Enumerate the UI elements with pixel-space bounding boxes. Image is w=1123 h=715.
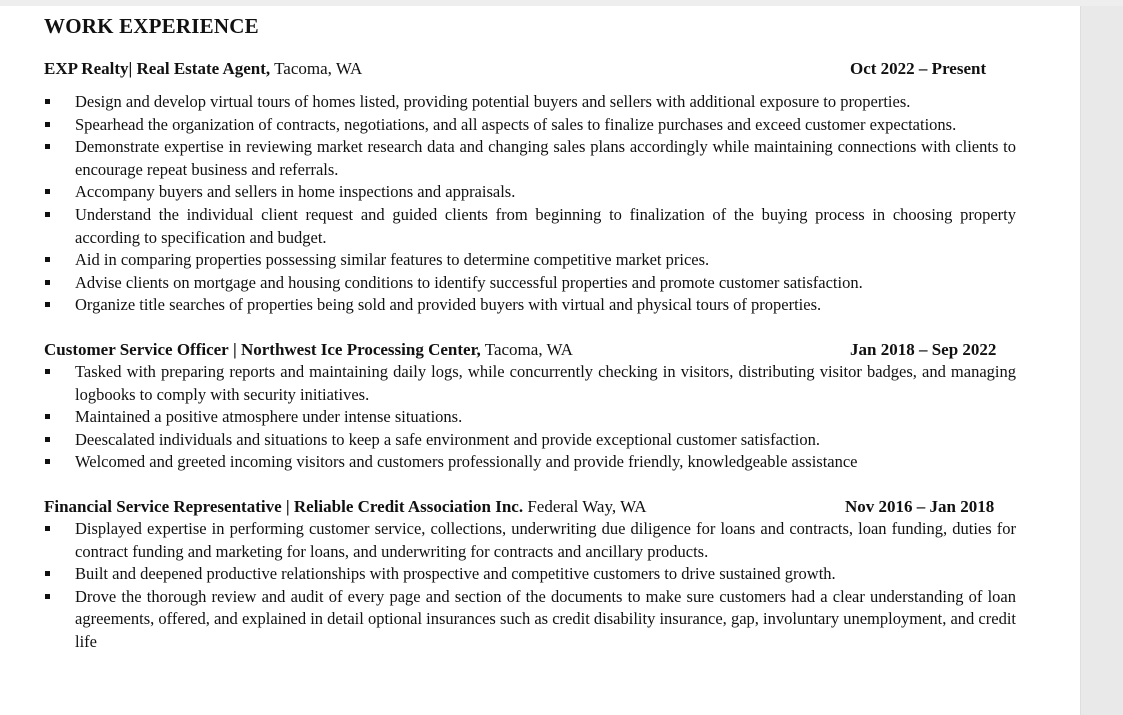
bullet-square-icon: [45, 280, 50, 285]
bullet-text: Displayed expertise in performing customer service, collections, underwriting due diligence for loans and contracts, loan funding, duties for contract funding and marketing for loans, and underwriting for contracts and ancillary products.: [75, 518, 1016, 561]
bullet-square-icon: [45, 257, 50, 262]
bullet-item: [44, 204, 1016, 249]
bullet-text: Spearhead the organization of contracts, negotiations, and all aspects of sales to finalize purchases and exceed customer expectations.: [75, 114, 957, 134]
job-separator: |: [128, 59, 133, 78]
job-location: Federal Way, WA: [527, 496, 647, 516]
bullet-text: Tasked with preparing reports and maintaining daily logs, while concurrently checking in visitors, distributing visitor badges, and managing logbooks to comply with security initiatives.: [75, 361, 1016, 404]
document-page: [0, 6, 1081, 715]
bullet-square-icon: [45, 369, 50, 374]
bullet-item: [44, 518, 1016, 563]
bullet-item: [44, 294, 1016, 317]
job-dates: Oct 2022 – Present: [850, 59, 987, 78]
bullet-item: [44, 249, 1016, 272]
bullet-item: [44, 406, 1016, 429]
bullet-item: [44, 429, 1016, 452]
bullet-item: [44, 451, 1016, 474]
resume-content: [44, 12, 1016, 653]
job-entry-financial-service: [44, 495, 1016, 654]
bullet-item: [44, 114, 1016, 137]
bullet-item: [44, 136, 1016, 181]
bullet-square-icon: [45, 459, 50, 464]
bullet-text: Maintained a positive atmosphere under intense situations.: [75, 407, 463, 427]
job-header: [44, 57, 1016, 80]
job-entry-customer-service: [44, 338, 1016, 474]
bullet-square-icon: [45, 212, 50, 217]
section-title: WORK EXPERIENCE: [44, 14, 259, 38]
bullet-text: Accompany buyers and sellers in home inspections and appraisals.: [75, 182, 516, 202]
bullet-text: Welcomed and greeted incoming visitors and customers professionally and provide friendly, knowledgeable assistance: [75, 452, 858, 472]
job-separator: |: [285, 496, 290, 516]
bullet-square-icon: [45, 414, 50, 419]
bullet-item: [44, 586, 1016, 654]
bullet-square-icon: [45, 302, 50, 307]
bullet-text: Deescalated individuals and situations to keep a safe environment and provide exceptional customer satisfaction.: [75, 429, 821, 449]
bullet-square-icon: [45, 571, 50, 576]
job-dates: Nov 2016 – Jan 2018: [845, 496, 995, 516]
job-header: [44, 495, 1016, 518]
job-dates: Jan 2018 – Sep 2022: [850, 339, 997, 359]
bullet-square-icon: [45, 594, 50, 599]
job-bullets: [44, 518, 1016, 654]
job-location: Tacoma, WA: [484, 339, 573, 359]
bullet-square-icon: [45, 99, 50, 104]
bullet-text: Aid in comparing properties possessing similar features to determine competitive market prices.: [75, 250, 710, 270]
job-role: Reliable Credit Association Inc.: [293, 496, 524, 516]
job-separator: |: [232, 339, 237, 359]
job-bullets: [44, 91, 1016, 317]
job-company: Customer Service Officer: [44, 339, 229, 359]
job-bullets: [44, 361, 1016, 474]
bullet-square-icon: [45, 144, 50, 149]
job-company: EXP Realty: [44, 59, 129, 78]
bullet-square-icon: [45, 526, 50, 531]
job-header: [44, 338, 1016, 361]
bullet-text: Built and deepened productive relationships with prospective and competitive customers to drive sustained growth.: [75, 564, 836, 584]
job-role: Real Estate Agent,: [136, 59, 271, 78]
bullet-square-icon: [45, 189, 50, 194]
job-role: Northwest Ice Processing Center,: [240, 339, 481, 359]
bullet-square-icon: [45, 437, 50, 442]
bullet-item: [44, 272, 1016, 295]
job-location: Tacoma, WA: [274, 59, 363, 78]
bullet-item: [44, 181, 1016, 204]
job-entry-exp-realty: [44, 57, 1016, 317]
bullet-text: Drove the thorough review and audit of every page and section of the documents to make sure customers had a clear understanding of loan agreements, offered, and explained in detail optional insurances such as credit disability insurance, gap, involuntary unemployment, and credit life: [75, 586, 1016, 651]
bullet-text: Design and develop virtual tours of homes listed, providing potential buyers and sellers with additional exposure to properties.: [75, 92, 911, 111]
bullet-item: [44, 563, 1016, 586]
bullet-text: Demonstrate expertise in reviewing market research data and changing sales plans accordingly while maintaining connections with clients to encourage repeat business and referrals.: [75, 137, 1016, 179]
bullet-text: Advise clients on mortgage and housing conditions to identify successful properties and promote customer satisfaction.: [75, 272, 863, 292]
bullet-square-icon: [45, 122, 50, 127]
bullet-item: [44, 91, 1016, 114]
job-company: Financial Service Representative: [44, 496, 282, 516]
bullet-text: Organize title searches of properties being sold and provided buyers with virtual and physical tours of properties.: [75, 295, 822, 315]
bullet-text: Understand the individual client request and guided clients from beginning to finalization of the buying process in choosing property according to specification and budget.: [75, 204, 1016, 247]
bullet-item: [44, 361, 1016, 406]
